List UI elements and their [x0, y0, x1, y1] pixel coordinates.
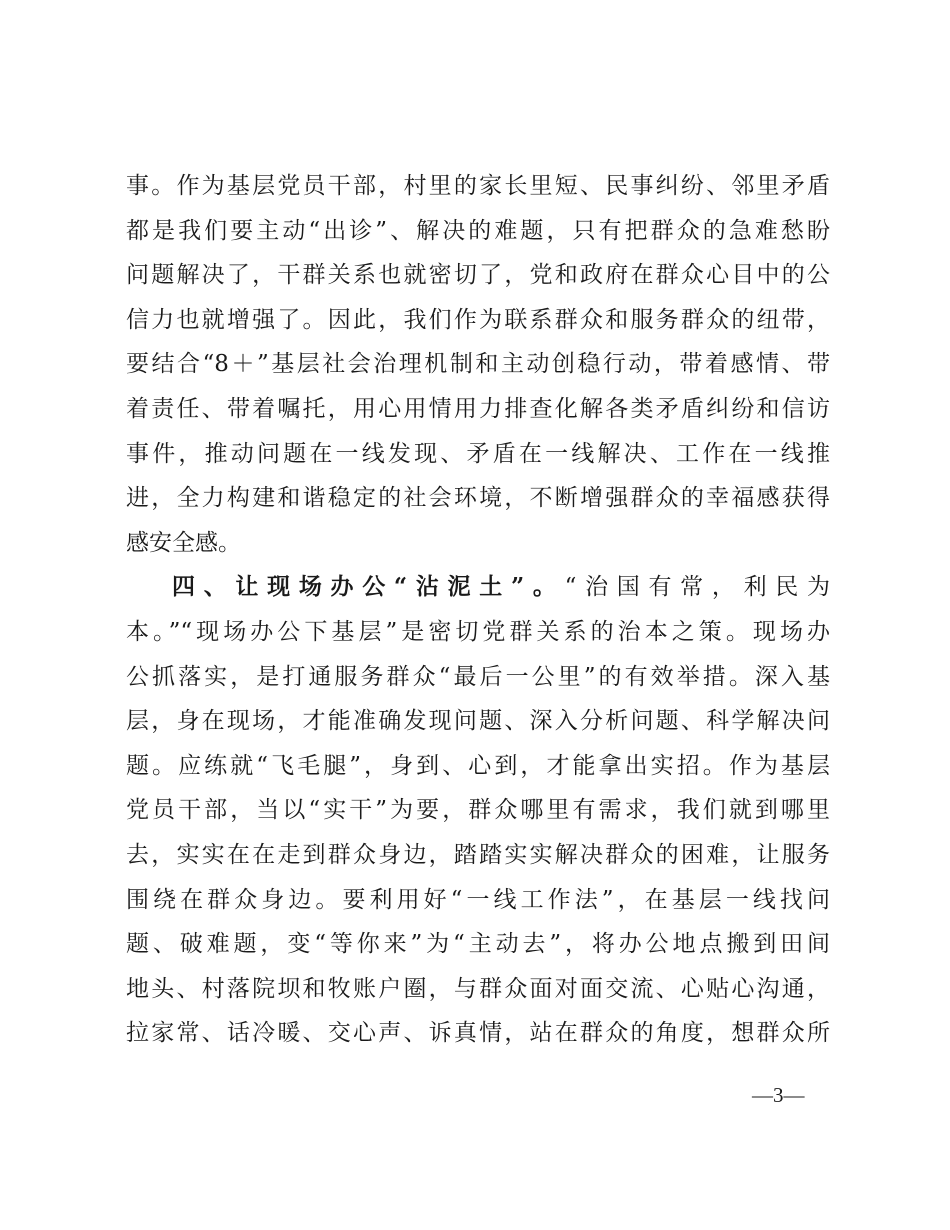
paragraph-continuation [126, 164, 830, 565]
paragraph-section-four [126, 565, 830, 1056]
text-line: 感安全感。 [126, 529, 241, 556]
text-line: 围绕在群众身边。要利用好“一线工作法”，在基层一线找问 [126, 886, 830, 913]
text-line: 进，全力构建和谐稳定的社会环境，不断增强群众的幸福感获得 [126, 485, 830, 512]
text-line: 都是我们要主动“出诊”、解决的难题，只有把群众的急难愁盼 [126, 217, 830, 244]
text-line: 层，身在现场，才能准确发现问题、深入分析问题、科学解决问 [126, 708, 830, 735]
text-line: 拉家常、话冷暖、交心声、诉真情，站在群众的角度，想群众所 [126, 1020, 830, 1047]
text-line: 题。应练就“飞毛腿”，身到、心到，才能拿出实招。作为基层 [126, 752, 830, 779]
text-line: 问题解决了，干群关系也就密切了，党和政府在群众心目中的公 [126, 262, 830, 289]
text-line: 本。”“现场办公下基层”是密切党群关系的治本之策。现场办 [126, 618, 830, 645]
text-line: 信力也就增强了。因此，我们作为联系群众和服务群众的纽带， [126, 306, 830, 333]
text-line: 着责任、带着嘱托，用心用情用力排查化解各类矛盾纠纷和信访 [126, 395, 830, 422]
text-line: 要结合“8＋”基层社会治理机制和主动创稳行动，带着感情、带 [126, 351, 830, 378]
section-first-line [126, 565, 830, 610]
document-body [126, 164, 830, 1056]
text-line: 事件，推动问题在一线发现、矛盾在一线解决、工作在一线推 [126, 440, 830, 467]
text-line: 地头、村落院坝和牧账户圈，与群众面对面交流、心贴心沟通， [126, 975, 830, 1002]
text-line: 党员干部，当以“实干”为要，群众哪里有需求，我们就到哪里 [126, 797, 830, 824]
text-line: 公抓落实，是打通服务群众“最后一公里”的有效举措。深入基 [126, 663, 830, 690]
section-heading: 四、让现场办公“沾泥土”。 [172, 573, 565, 601]
text-line: 题、破难题，变“等你来”为“主动去”，将办公地点搬到田间 [126, 931, 830, 958]
page-number: —3— [752, 1083, 805, 1107]
text-line: 事。作为基层党员干部，村里的家长里短、民事纠纷、邻里矛盾 [126, 173, 830, 199]
text-line: 去，实实在在走到群众身边，踏踏实实解决群众的困难，让服务 [126, 841, 830, 868]
heading-following-text: “治国有常，利民为 [564, 574, 830, 601]
